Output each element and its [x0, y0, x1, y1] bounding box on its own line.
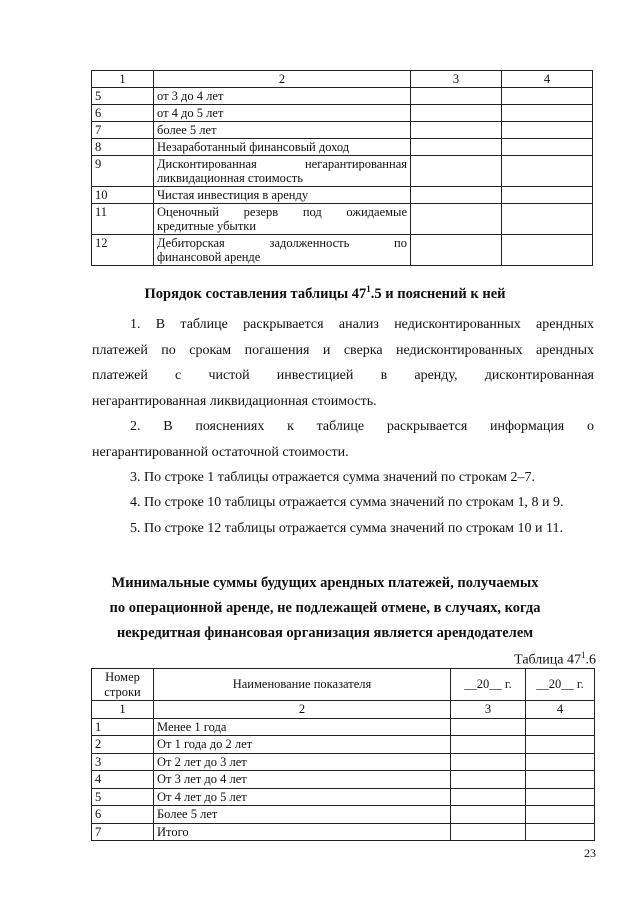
header-cell: 4: [502, 71, 593, 88]
value-cell: [502, 88, 593, 105]
caption-superscript: 1: [581, 650, 586, 660]
heading-line: по операционной аренде, не подлежащей отмене, в случаях, когда: [109, 600, 541, 616]
value-cell: [411, 235, 502, 266]
paragraph-line: 4. По строке 10 таблицы отражается сумма значений по строкам 1, 8 и 9.: [130, 495, 564, 510]
row-label-line: Дебиторская задолженность по: [157, 236, 407, 250]
table-row: [92, 187, 593, 204]
row-label: От 4 лет до 5 лет: [154, 788, 451, 806]
paragraph-1: [92, 312, 594, 414]
value-cell: [502, 204, 593, 235]
header-cell-year: __20__ г.: [451, 669, 526, 701]
paragraph-5: [92, 516, 594, 542]
row-number: 6: [92, 105, 154, 122]
row-label: [154, 156, 411, 187]
row-label: [154, 204, 411, 235]
heading-line: некредитная финансовая организация является арендодателем: [116, 625, 534, 641]
header-cell: 3: [411, 71, 502, 88]
row-label: Итого: [154, 823, 451, 841]
value-cell: [502, 187, 593, 204]
row-number: 3: [92, 753, 154, 771]
row-label: От 3 лет до 4 лет: [154, 771, 451, 789]
header-cell: 1: [92, 71, 154, 88]
row-label: Менее 1 года: [154, 718, 451, 736]
row-label: Более 5 лет: [154, 806, 451, 824]
table-row: [92, 753, 595, 771]
table-row: [92, 823, 595, 841]
header-cell-year: __20__ г.: [526, 669, 595, 701]
row-label: более 5 лет: [154, 122, 411, 139]
row-number: 10: [92, 187, 154, 204]
paragraph-line: платежей с чистой инвестицией в аренду, дисконтированная: [92, 368, 594, 383]
value-cell: [502, 156, 593, 187]
value-cell: [502, 122, 593, 139]
row-label: от 4 до 5 лет: [154, 105, 411, 122]
paragraph-line: 1. В таблице раскрывается анализ недисконтированных арендных: [130, 317, 594, 332]
table-row: [92, 788, 595, 806]
table-row: [92, 88, 593, 105]
table-row: [92, 156, 593, 187]
header-line: Номер: [105, 670, 140, 684]
heading-text: .5 и пояснений к ней: [370, 285, 506, 302]
paragraph-line: 2. В пояснениях к таблице раскрывается информация о: [130, 419, 594, 434]
table-row: [92, 105, 593, 122]
table-header-row: [92, 669, 595, 701]
value-cell: [526, 806, 595, 824]
table-continuation: [91, 70, 593, 266]
page-number: 23: [584, 846, 596, 860]
value-cell: [502, 235, 593, 266]
row-number: 2: [92, 736, 154, 754]
value-cell: [502, 139, 593, 156]
value-cell: [451, 718, 526, 736]
numbering-cell: 3: [451, 701, 526, 719]
table-caption: [514, 650, 596, 669]
value-cell: [526, 823, 595, 841]
row-label-line: Дисконтированная негарантированная: [157, 157, 407, 171]
heading-text: Порядок составления таблицы 47: [144, 285, 367, 302]
header-cell-name: Наименование показателя: [154, 669, 451, 701]
section-heading-2: [60, 571, 590, 646]
table-row: [92, 204, 593, 235]
value-cell: [411, 105, 502, 122]
value-cell: [451, 771, 526, 789]
table-row: [92, 718, 595, 736]
value-cell: [411, 88, 502, 105]
value-cell: [451, 736, 526, 754]
paragraph-line: негарантированная ликвидационная стоимость.: [92, 393, 377, 409]
heading-superscript: 1: [366, 284, 371, 294]
row-number: 11: [92, 204, 154, 235]
header-line: строки: [104, 684, 141, 699]
value-cell: [451, 788, 526, 806]
heading-line: Минимальные суммы будущих арендных платежей, получаемых: [111, 575, 539, 591]
value-cell: [451, 753, 526, 771]
paragraph-4: [92, 490, 594, 516]
lease-payments-table: [91, 668, 595, 841]
row-number: 4: [92, 771, 154, 789]
caption-text: Таблица 47: [514, 652, 581, 668]
row-label-line: кредитные убытки: [157, 219, 257, 233]
row-label: от 3 до 4 лет: [154, 88, 411, 105]
row-label: Незаработанный финансовый доход: [154, 139, 411, 156]
value-cell: [451, 806, 526, 824]
value-cell: [411, 122, 502, 139]
table-row: [92, 122, 593, 139]
row-number: 1: [92, 718, 154, 736]
table-row: [92, 806, 595, 824]
row-number: 7: [92, 122, 154, 139]
value-cell: [502, 105, 593, 122]
row-number: 5: [92, 788, 154, 806]
caption-text: .6: [585, 652, 596, 668]
value-cell: [526, 788, 595, 806]
row-number: 9: [92, 156, 154, 187]
value-cell: [451, 823, 526, 841]
row-number: 7: [92, 823, 154, 841]
row-label-line: Оценочный резерв под ожидаемые: [157, 205, 407, 219]
table-header-row: [92, 71, 593, 88]
paragraph-2: [92, 414, 594, 465]
paragraph-line: негарантированной остаточной стоимости.: [92, 444, 349, 460]
row-label-line: финансовой аренде: [157, 250, 261, 264]
value-cell: [526, 753, 595, 771]
value-cell: [526, 736, 595, 754]
row-label: [154, 235, 411, 266]
row-label: От 2 лет до 3 лет: [154, 753, 451, 771]
value-cell: [411, 156, 502, 187]
row-number: 12: [92, 235, 154, 266]
value-cell: [411, 187, 502, 204]
table-row: [92, 235, 593, 266]
numbering-cell: 2: [154, 701, 451, 719]
numbering-cell: 1: [92, 701, 154, 719]
paragraph-line: 3. По строке 1 таблицы отражается сумма значений по строкам 2–7.: [130, 470, 536, 485]
value-cell: [411, 204, 502, 235]
row-number: 6: [92, 806, 154, 824]
row-label: От 1 года до 2 лет: [154, 736, 451, 754]
row-number: 5: [92, 88, 154, 105]
section-heading: [60, 284, 590, 303]
row-label: Чистая инвестиция в аренду: [154, 187, 411, 204]
header-cell: 2: [154, 71, 411, 88]
numbering-row: [92, 701, 595, 719]
paragraph-line: платежей по срокам погашения и сверка недисконтированных арендных: [92, 342, 594, 358]
table-row: [92, 771, 595, 789]
header-cell-row-number: [92, 669, 154, 701]
row-number: 8: [92, 139, 154, 156]
table-row: [92, 736, 595, 754]
row-label-line: ликвидационная стоимость: [157, 171, 303, 185]
table-row: [92, 139, 593, 156]
paragraph-line: 5. По строке 12 таблицы отражается сумма значений по строкам 10 и 11.: [130, 521, 564, 536]
value-cell: [526, 718, 595, 736]
value-cell: [411, 139, 502, 156]
value-cell: [526, 771, 595, 789]
paragraph-3: [92, 465, 594, 491]
numbering-cell: 4: [526, 701, 595, 719]
